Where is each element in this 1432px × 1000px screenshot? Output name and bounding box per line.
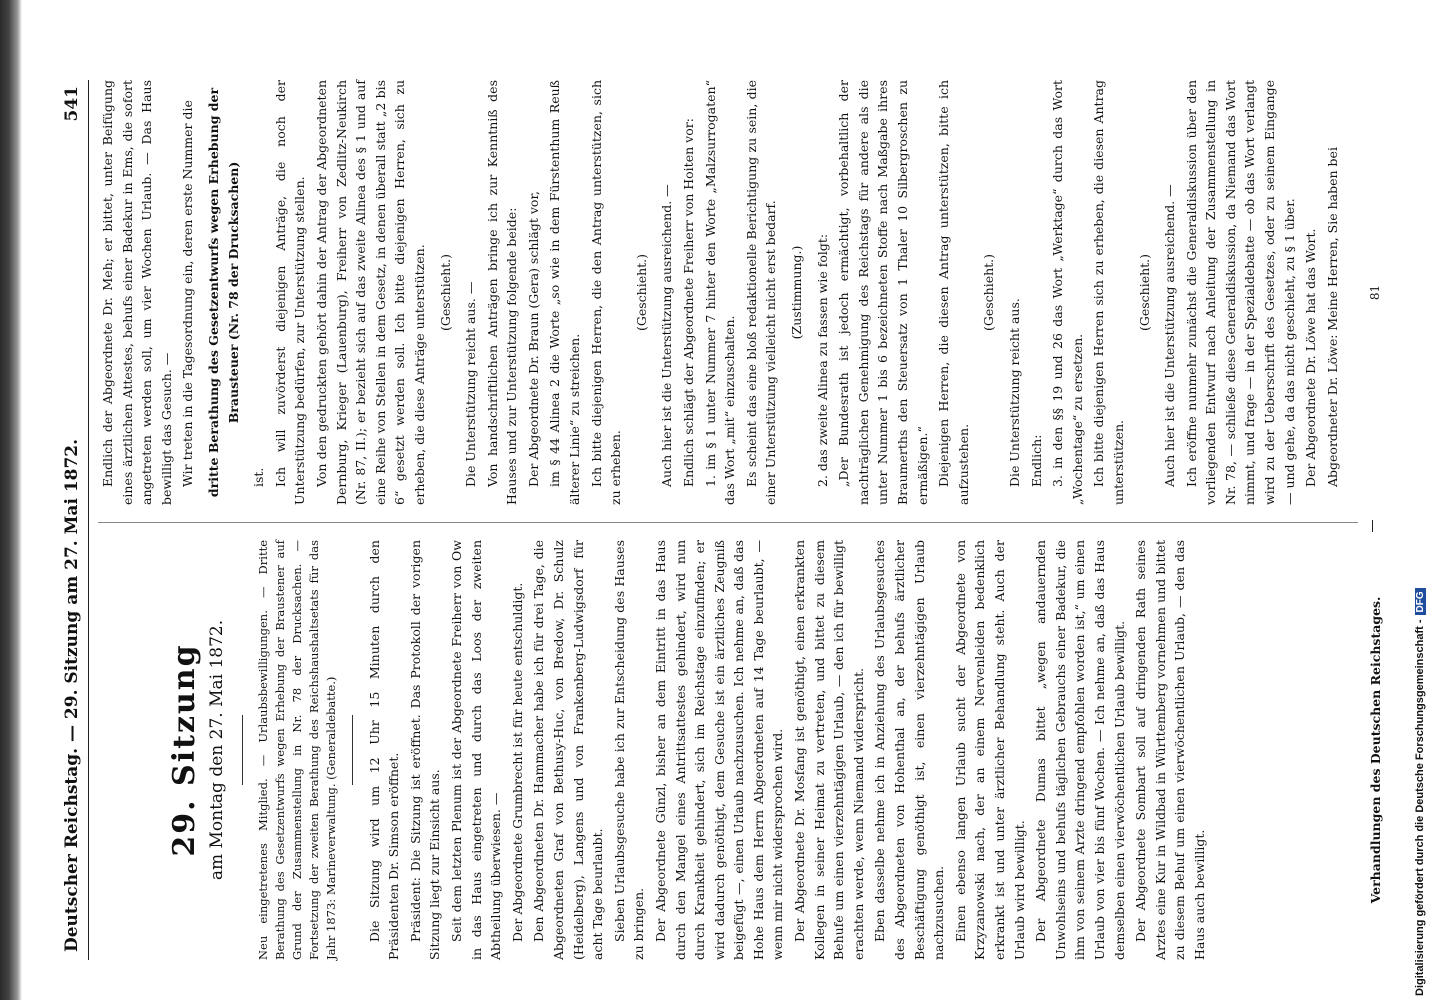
stage-direction: (Geschieht.) [633, 253, 649, 332]
right-paragraph: Diejenigen Herren, die diesen Antrag unterstützen, bitte ich aufzustehen. [936, 80, 971, 505]
left-column [98, 540, 1212, 960]
right-paragraph: Endlich: [1028, 434, 1044, 487]
session-date: am Montag den 27. Mai 1872. [207, 619, 227, 881]
left-paragraph: Sieben Urlaubsgesuche habe ich zur Entscheidung des Hauses zu bringen. [611, 540, 647, 960]
stage-direction: (Zustimmung.) [789, 245, 804, 340]
rotated-page-content [60, 80, 1390, 960]
left-paragraph: Der Abgeordnete Günzl, bisher an dem Eintritt in das Haus durch den Mangel eines Antrittsattestes gehindert, wird nun durch Krankheit gehindert, sich im Reichstage einzufinden; er wird dadurch genöthigt, dem Gesuche ist ein ärztliches Zeugniß beigefügt —, einen Urlaub nachzusuchen. Ich nehme an, daß das Hohe Haus dem Herrn Abgeordneten auf 14 Tage beurlaubt, — wenn mir nicht widersprochen wird. [652, 540, 786, 960]
left-paragraph: Den Abgeordneten Dr. Hammacher habe ich für drei Tage, die Abgeordneten Graf von Bethusy-Huc, von Bredow, Dr. Schulz (Heidelberg), Langens und von Frankenberg-Ludwigsdorf für acht Tage beurlaubt. [531, 540, 606, 960]
right-paragraph: Der Abgeordnete Dr. Löwe hat das Wort. [1303, 228, 1319, 487]
left-paragraph: Eben dasselbe nehme ich in Anziehung des Urlaubsgesuches des Abgeordneten von Hohenthal an, der behufs ärztlicher Beschäftigung genöthigt ist, einen vierzehntägigen Urlaub nachzusuchen. [872, 540, 947, 960]
left-paragraph: Präsident: Die Sitzung ist eröffnet. Das Protokoll der vorigen Sitzung liegt zur Einsicht aus. [407, 540, 443, 960]
stage-direction: (Geschieht.) [437, 253, 453, 332]
right-paragraph: Endlich schlägt der Abgeordnete Freiherr von Hoiten vor: [681, 118, 697, 487]
left-paragraph: Der Abgeordnete Grumbrecht ist für heute entschuldigt. [509, 582, 525, 942]
agenda-summary: Neu eingetretenes Mitglied. — Urlaubsbewilligungen. — Dritte Berathung des Gesetzentwurfs wegen Erhebung der Braustener auf Grund der Zusammenstellung in Nr. 78 der Drucksachen. — Fortsetzung der zweiten Berathung des Reichshaushaltsetats für das Jahr 1873: Marineverwaltung. (Generaldebatte.) [255, 540, 338, 960]
right-column [98, 80, 1344, 505]
right-paragraph: Auch hier ist die Unterstützung ausreichend. — [1162, 184, 1178, 487]
running-head-title: Deutscher Reichstag. — 29. Sitzung am 27. Mai 1872. [62, 438, 82, 952]
right-paragraph: Wir treten in die Tagesordnung ein, deren erste Nummer die [180, 100, 196, 487]
stage-direction: (Geschieht.) [1136, 253, 1152, 332]
right-paragraph: Ich will zuvörderst diejenigen Anträge, die noch der Unterstützung bedürfen, zur Unterstützung stellen. [272, 80, 308, 505]
right-paragraph: Der Abgeordnete Dr. Braun (Gera) schlägt vor, [525, 190, 541, 487]
column-divider [98, 522, 1358, 523]
running-head [60, 80, 84, 960]
left-paragraph: Der Abgeordnete Sombart soll auf dringenden Rath seines Arztes eine Kur in Wildbad in Württemberg vornehmen und bittet zu diesem Behuf um einen vierwöchentlichen Urlaub, — den das Haus auch bewilligt. [1133, 540, 1207, 960]
right-paragraph: im § 44 Alinea 2 die Worte „so wie in dem Fürstenthum Reuß älterer Linie“ zu streichen. [547, 80, 583, 505]
signature-mark: 81 [1368, 284, 1382, 301]
left-paragraph: Seit dem letzten Plenum ist der Abgeordnete Freiherr von Ow in das Haus eingetreten und durch das Loos der zweiten Abtheilung überwiesen. — [448, 540, 504, 960]
left-paragraph: Der Abgeordnete Dr. Mosfang ist genöthigt, einen erkrankten Kollegen in seiner Heimat zu vertreten, und bittet zu diesem Behufe um einen vierzehntägigen Urlaub, — den ich für bewilligt erachten werde, wenn Niemand widerspricht. [792, 540, 866, 960]
right-paragraph: Von den gedruckten gehört dahin der Antrag der Abgeordneten Dernburg, Krieger (Lauenburg), Freiherr von Zedlitz-Neukirch (Nr. 87, II.); er bezieht sich auf das zweite Alinea des § 1 und auf eine Reihe von Stellen in dem Gesetz, in denen überall statt „2 bis 6“ gesetzt werden soll. Ich bitte diejenigen Herren, sich zu erheben, die diese Anträge unterstützen. [313, 80, 427, 505]
right-paragraph: Die Unterstützung reicht aus. — [463, 281, 479, 487]
right-paragraph: Ich bitte diejenigen Herren sich zu erheben, die diesen Antrag unterstützen. [1091, 80, 1126, 505]
right-paragraph: „Der Bundesrath ist jedoch ermächtigt, vorbehaltlich der nachträglichen Genehmigung des Reichstags für andere als die unter Nummer 1 bis 6 bezeichneten Stoffe nach Maßgabe ihres Braumerths den Steuersatz von 1 Thaler 10 Silbergroschen zu ermäßigen.“ [836, 80, 930, 505]
right-paragraph: Es scheint das eine bloß redaktionelle Berichtigung zu sein, die einer Unterstützung vielleicht nicht erst bedarf. [743, 80, 779, 505]
right-paragraph: 2. das zweite Alinea zu fassen wie folgt: [814, 233, 830, 487]
scan-edge [0, 0, 22, 1000]
left-paragraph: Einen ebenso langen Urlaub sucht der Abgeordnete von Krzyzanowski nach, der an einem Nervenleiden bedenklich erkrankt ist und unter ärztlicher Behandlung steht. Auch der Urlaub wird bewilligt. [952, 540, 1027, 960]
right-paragraph: ist. [251, 467, 267, 487]
right-paragraph: dritte Berathung des Gesetzentwurfs wegen Erhebung der Brausteuer (Nr. 78 der Drucksachen) [205, 87, 241, 498]
stage-direction: (Geschieht.) [981, 253, 997, 332]
right-paragraph: 3. in den §§ 19 und 26 das Wort „Werktage“ durch das Wort „Wochentage“ zu ersetzen. [1050, 80, 1085, 505]
right-paragraph: 1. im § 1 unter Nummer 7 hinter den Worte „Malzsurrogaten“ das Wort „mit“ einzuschalten. [702, 80, 738, 505]
short-rule [242, 715, 243, 785]
credit-text: Digitalisierung gefördert durch die Deutsche Forschungsgemeinschaft - [1414, 619, 1426, 996]
right-paragraph: Ich bitte diejenigen Herren, die den Antrag unterstützen, sich zu erheben. [588, 80, 624, 505]
right-paragraph: Von handschriftlichen Anträgen bringe ich zur Kenntniß des Hauses und zur Unterstützung folgende beide: [484, 80, 520, 505]
right-paragraph: Ich eröffne nunmehr zunächst die Generaldiskussion über den vorliegenden Entwurf nach Anleitung der Zusammenstellung in Nr. 78, — schließe diese Generaldiskussion, da Niemand das Wort nimmt, und frage — in der Spezialdebatte — ob das Wort verlangt wird zu der Ueberschrift des Gesetzes, oder zu seinem Eingange — und gehe, da das nicht geschieht, zu § 1 über. [1183, 80, 1297, 505]
right-paragraph: Endlich der Abgeordnete Dr. Meh; er bittet, unter Beifügung eines ärztlichen Attestes, behufs einer Badekur in Ems, die sofort angetreten werden soll, um vier Wochen Urlaub. — Das Haus bewilligt das Gesuch. — [100, 80, 174, 505]
footer-title: Verhandlungen des Deutschen Reichstages. [1368, 596, 1383, 904]
session-title: 29. Sitzung [167, 643, 202, 857]
right-paragraph: Auch hier ist die Unterstützung ausreichend. — [659, 184, 675, 487]
right-paragraph: Die Unterstützung reicht aus. [1006, 298, 1022, 487]
digitization-credit [1414, 6, 1430, 996]
header-rule [88, 80, 89, 960]
left-paragraph: Der Abgeordnete Dumas bittet „wegen andauernden Unwohlseins und behufs täglichen Gebrauchs einer Badekur, die ihm von seinem Arzte dringend empfohlen worden ist,“ um einen Urlaub von vier bis fünf Wochen. — Ich nehme an, daß das Haus demselben einen vierwöchentlichen Urlaub bewilligt. [1033, 540, 1127, 960]
margin-mark [1372, 520, 1373, 532]
right-paragraph: Abgeordneter Dr. Löwe: Meine Herren, Sie haben bei [1324, 147, 1340, 487]
dfg-logo: DFG [1415, 588, 1426, 615]
page-number: 541 [62, 86, 82, 122]
left-paragraph: Die Sitzung wird um 12 Uhr 15 Minuten durch den Präsidenten Dr. Simson eröffnet. [366, 540, 402, 960]
short-rule [352, 715, 353, 785]
